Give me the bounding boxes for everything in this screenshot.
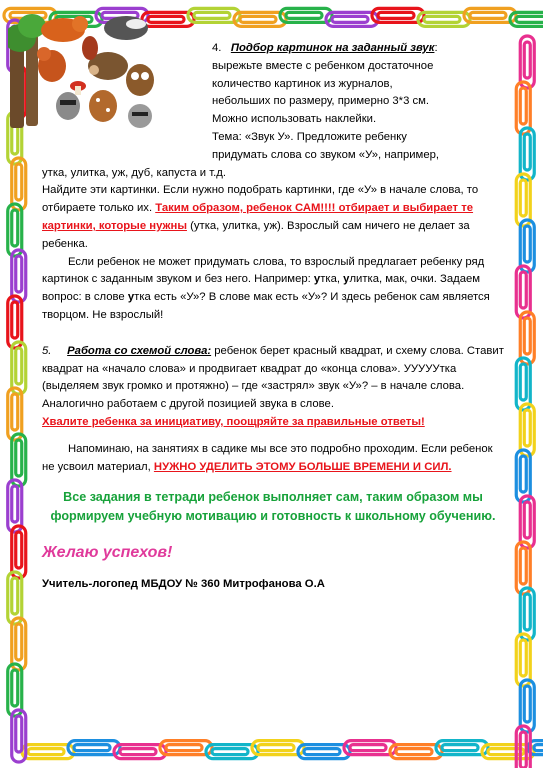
para-b-text4: тка есть «У»? В слове мак есть «У»? И здесь ребенок сам является творцом. Не взрослый! bbox=[42, 291, 490, 321]
para-b-bold1: у bbox=[313, 273, 321, 286]
paperclip bbox=[520, 36, 534, 88]
item5-number: 5. bbox=[42, 344, 52, 357]
paperclip bbox=[326, 12, 378, 26]
paperclip bbox=[12, 618, 26, 670]
para-a-highlight: Таким образом, ребенок САМ!!!! отбирает и выбирает те картинки, которые нужны bbox=[42, 202, 474, 232]
paperclip bbox=[516, 358, 530, 410]
paperclip bbox=[520, 680, 534, 732]
reminder-paragraph bbox=[42, 441, 504, 477]
paperclip bbox=[516, 542, 530, 594]
paperclip bbox=[234, 12, 286, 26]
paperclip bbox=[8, 572, 22, 624]
paperclip bbox=[188, 8, 240, 22]
paperclip bbox=[252, 741, 304, 755]
item4-colon: : bbox=[434, 42, 438, 54]
paperclip bbox=[516, 174, 530, 226]
item5-title: Работа со схемой слова: bbox=[67, 344, 212, 357]
item4-line2: количество картинок из журналов, bbox=[212, 77, 393, 90]
paperclip bbox=[390, 745, 442, 759]
wish-text: Желаю успехов! bbox=[42, 544, 173, 562]
signature: Учитель-логопед МБДОУ № 360 Митрофанова О.А bbox=[42, 578, 325, 591]
paperclip bbox=[436, 741, 488, 755]
paperclip bbox=[520, 588, 534, 640]
paperclip bbox=[8, 664, 22, 716]
paperclip bbox=[344, 741, 396, 755]
item4-line4: Можно использовать наклейки. bbox=[212, 113, 377, 126]
praise-line: Хвалите ребенка за инициативу, поощряйте за правильные ответы! bbox=[42, 415, 425, 428]
paperclip bbox=[8, 204, 22, 256]
paperclip bbox=[520, 128, 534, 180]
para-a-text1: Найдите эти картинки. Если нужно подобрать картинки, где «У» в начале слова, то отбираете только их. bbox=[42, 184, 479, 215]
reminder-highlight: НУЖНО УДЕЛИТЬ ЭТОМУ БОЛЬШЕ ВРЕМЕНИ И СИЛ. bbox=[153, 460, 452, 473]
reminder-text: Напоминаю, на занятиях в садике мы все это подробно проходим. Если ребенок не усвоил материал, bbox=[42, 442, 493, 473]
paperclip bbox=[520, 312, 534, 364]
item4-paragraph-b bbox=[42, 254, 504, 325]
paperclip bbox=[12, 526, 26, 578]
paperclip bbox=[516, 266, 530, 318]
item5-text: ребенок берет красный квадрат, и схему слова. Ставит квадрат на «начало слова» и продвигает квадрат до «конца слова». УУУУУтка (выделяем звук громко и протяжно) – где «застрял» звук «У»? – в начале слова. Аналогично работаем с другой позицией звука в слове. bbox=[42, 344, 504, 411]
paperclip bbox=[280, 8, 332, 22]
paperclip bbox=[464, 8, 516, 22]
paperclip bbox=[520, 404, 534, 456]
item4-paragraph-a bbox=[42, 182, 504, 253]
paperclip bbox=[418, 12, 470, 26]
paperclip bbox=[22, 745, 74, 759]
item4-number: 4. bbox=[212, 42, 222, 54]
paperclip bbox=[160, 741, 212, 755]
para-b-text1: Если ребенок не может придумать слова, то взрослый предлагает ребенку ряд картинок с заданным звуком и без него. Например: bbox=[42, 255, 485, 286]
item4-line1: вырежьте вместе с ребенком достаточное bbox=[212, 59, 434, 72]
paperclip bbox=[68, 741, 120, 755]
paperclip bbox=[516, 450, 530, 502]
paperclip bbox=[298, 745, 350, 759]
paperclip bbox=[206, 745, 258, 759]
paperclip bbox=[8, 480, 22, 532]
item4-line6: придумать слова со звуком «У», например, bbox=[212, 148, 440, 161]
para-b-text2: тка, bbox=[320, 273, 344, 286]
item4-line7: утка, улитка, уж, дуб, капуста и т.д. bbox=[42, 166, 226, 179]
paperclip bbox=[520, 220, 534, 272]
item4-line5: Тема: «Звук У». Предложите ребенку bbox=[212, 130, 407, 143]
para-b-bold3: у bbox=[127, 291, 135, 304]
item4-title: Подбор картинок на заданный звук bbox=[230, 42, 435, 54]
paperclip bbox=[114, 745, 166, 759]
paperclip bbox=[520, 496, 534, 548]
document-body bbox=[42, 40, 504, 730]
item4-line3: небольших по размеру, примерно 3*3 см. bbox=[212, 95, 430, 108]
paperclip bbox=[12, 434, 26, 486]
paperclip bbox=[372, 8, 424, 22]
paperclip bbox=[12, 250, 26, 302]
paperclip bbox=[516, 634, 530, 686]
para-b-bold2: у bbox=[343, 273, 350, 286]
paperclip bbox=[8, 296, 22, 348]
item4-heading bbox=[212, 40, 504, 58]
paperclip bbox=[12, 158, 26, 210]
summary-text: Все задания в тетради ребенок выполняет сам, таким образом мы формируем учебную мотивацию и готовность к школьному обучению. bbox=[50, 490, 496, 524]
para-a-text2: (утка, улитка, уж). Взрослый сам ничего не делает за ребенка. bbox=[42, 219, 470, 250]
para-b-text3: литка, мак, очки. Задаем вопрос: в слове bbox=[42, 273, 481, 304]
paperclip bbox=[516, 82, 530, 134]
paperclip bbox=[8, 388, 22, 440]
item5-paragraph bbox=[42, 343, 504, 414]
paperclip bbox=[12, 342, 26, 394]
